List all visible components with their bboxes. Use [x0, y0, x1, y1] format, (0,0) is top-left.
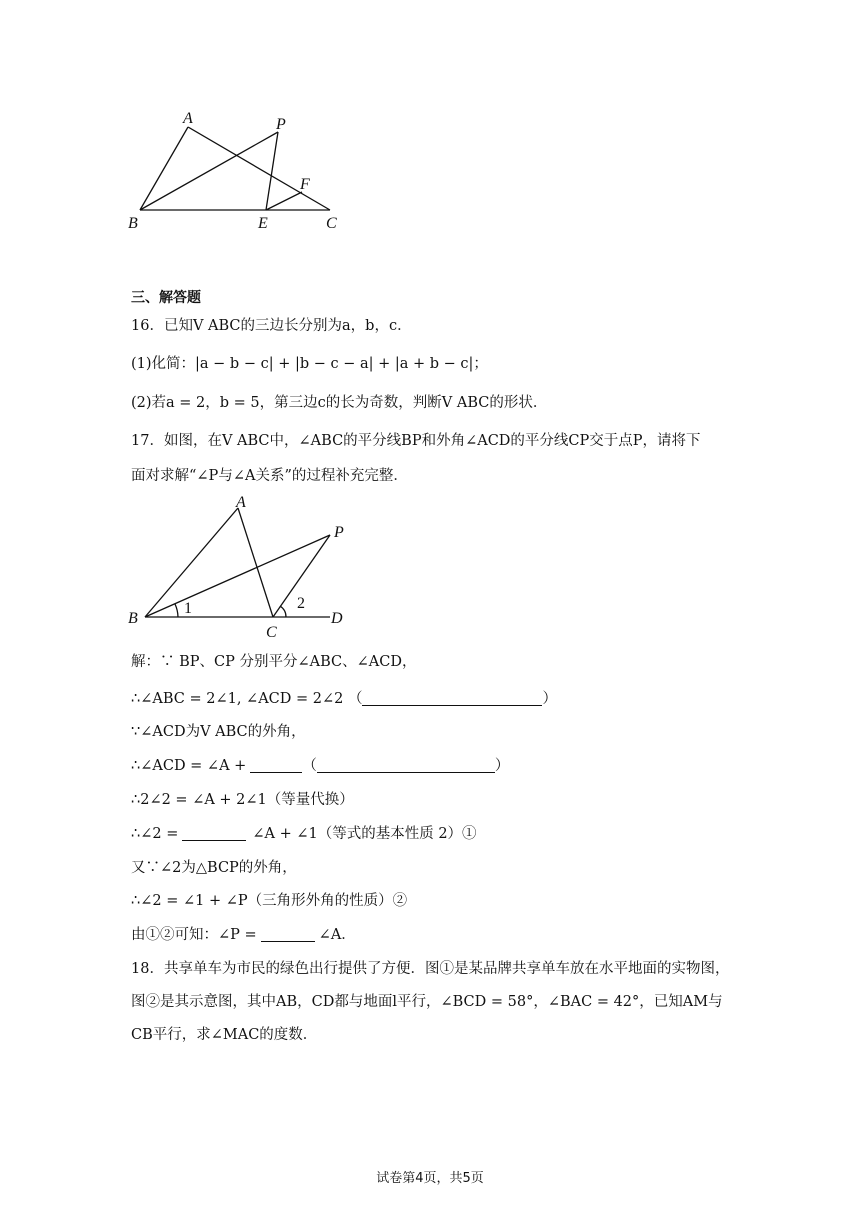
section-title: 三、解答题	[131, 290, 201, 306]
q17-sol6	[131, 824, 477, 844]
q17-sol2-text: ∴∠ABC = 2∠1, ∠ACD = 2∠2 （	[131, 691, 363, 707]
q17-sol4-close: ）	[494, 758, 510, 774]
q16-stem: 16．已知V ABC的三边长分别为a，b，c．	[131, 318, 412, 334]
q17-sol4-text: ∴∠ACD = ∠A +	[131, 758, 247, 774]
q17-sol5: ∴2∠2 = ∠A + 2∠1（等量代换）	[131, 792, 354, 808]
q18-line2: 图②是其示意图，其中AB，CD都与地面l平行，∠BCD = 58°，∠BAC = 42°，已知AM与	[131, 994, 723, 1010]
q17-sol2	[131, 689, 557, 709]
q17-sol6-text: ∴∠2 =	[131, 826, 179, 842]
q17-sol9-text: 由①②可知：∠P =	[131, 927, 257, 943]
q17-sol1: 解：∵ BP、CP 分别平分∠ABC、∠ACD，	[131, 654, 417, 670]
answer-blank-2	[250, 758, 302, 773]
q17-sol4	[131, 756, 509, 776]
label-a: A	[183, 110, 193, 127]
q16-part2: (2)若a = 2，b = 5，第三边c的长为奇数，判断V ABC的形状．	[131, 395, 548, 411]
label-c: C	[326, 215, 337, 232]
label-p: P	[276, 116, 286, 133]
label-a: A	[236, 494, 246, 511]
q17-sol9	[131, 925, 356, 945]
q17-sol6-rest: ∠A + ∠1（等式的基本性质 2）①	[252, 826, 477, 842]
label-angle-1: 1	[184, 600, 192, 617]
q16-part1: (1)化简：|a − b − c| + |b − c − a| + |a + b − c|；	[131, 356, 488, 372]
q18-line1: 18．共享单车为市民的绿色出行提供了方便．图①是某品牌共享单车放在水平地面的实物图，	[131, 961, 730, 977]
q18-line3: CB平行，求∠MAC的度数．	[131, 1027, 318, 1043]
label-b: B	[128, 215, 138, 232]
q17-stem-line1: 17．如图，在V ABC中，∠ABC的平分线BP和外角∠ACD的平分线CP交于点P，请将下	[131, 433, 701, 449]
q17-sol8: ∴∠2 = ∠1 + ∠P（三角形外角的性质）②	[131, 893, 408, 909]
answer-blank-1	[362, 691, 542, 706]
answer-blank-5	[261, 927, 315, 942]
label-p: P	[334, 524, 344, 541]
q17-stem-line2: 面对求解“∠P与∠A关系”的过程补充完整．	[131, 468, 408, 484]
q17-sol9-rest: ∠A．	[318, 927, 356, 943]
label-d: D	[331, 610, 343, 627]
page-footer: 试卷第4页，共5页	[376, 1171, 484, 1186]
answer-blank-3	[317, 758, 495, 773]
q17-sol2-close: ）	[542, 691, 557, 707]
label-b: B	[128, 610, 138, 627]
label-f: F	[300, 176, 310, 193]
answer-blank-4	[182, 826, 246, 841]
label-e: E	[258, 215, 268, 232]
q17-sol3: ∵∠ACD为V ABC的外角，	[131, 724, 306, 740]
q17-sol7: 又∵∠2为△BCP的外角，	[131, 860, 297, 876]
label-c: C	[266, 624, 277, 640]
q17-sol4-open: （	[302, 758, 317, 774]
figure-triangle-abc-with-p-e-f	[120, 105, 360, 235]
figure-triangle-bcp	[120, 490, 360, 640]
label-angle-2: 2	[297, 595, 305, 612]
